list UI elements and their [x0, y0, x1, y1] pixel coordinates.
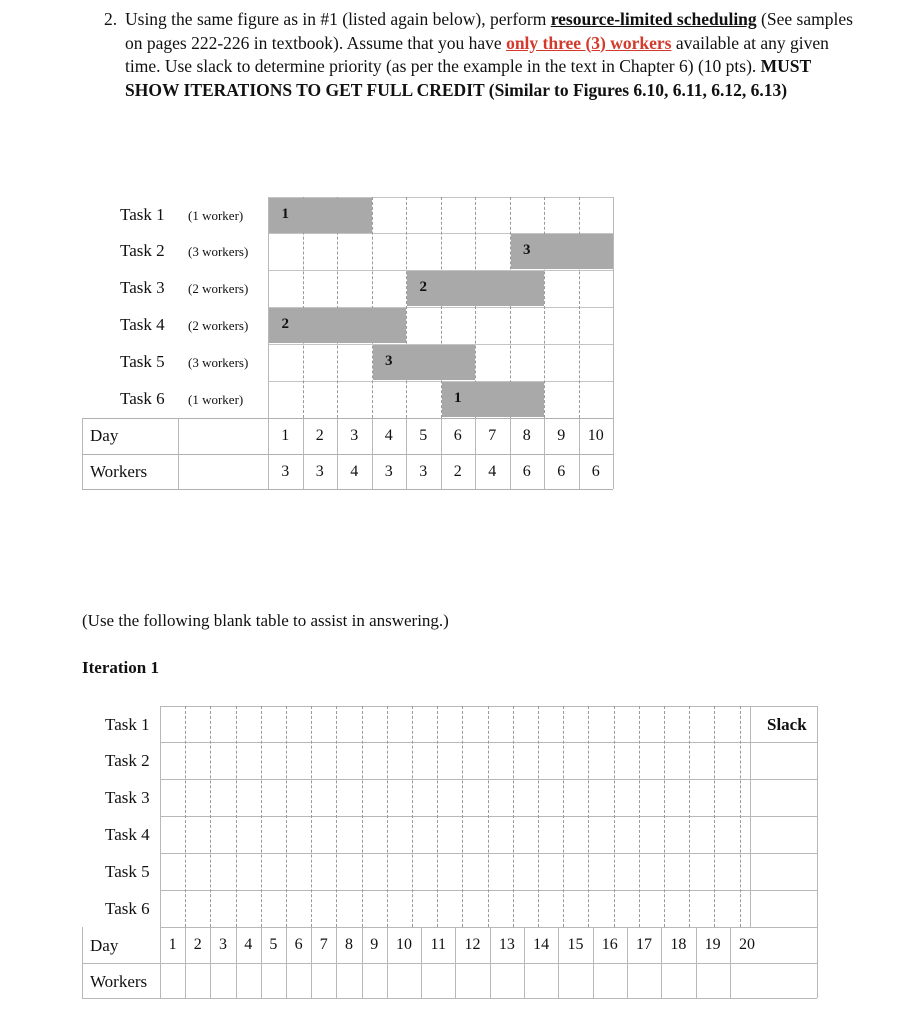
- iteration-day-cell: 11: [430, 936, 446, 953]
- iteration-day-cell: 18: [670, 936, 687, 953]
- iteration-grid-line: [740, 706, 741, 927]
- figure-grid-line: [544, 197, 545, 418]
- figure-day-label: Day: [90, 426, 119, 445]
- figure-day-cell: 10: [587, 427, 604, 444]
- figure-task-label: Task 5: [120, 352, 165, 371]
- figure-task-label: Task 4: [120, 315, 165, 334]
- iteration-day-cell: 10: [395, 936, 412, 953]
- iteration-grid-line: [538, 706, 539, 927]
- iteration-grid-line: [614, 706, 615, 927]
- iteration-day-cell: 20: [738, 936, 755, 953]
- iteration-day-cell: 7: [319, 936, 328, 953]
- iteration-day-cell: 6: [294, 936, 303, 953]
- iteration-day-cell: 9: [370, 936, 379, 953]
- figure-table-line: [178, 418, 179, 489]
- question-part-3: available at any given time. Use slack to determine priority (as per the example in the text in Chapter 6) (10 pts).: [125, 32, 829, 76]
- figure-workers-label: Workers: [90, 462, 148, 481]
- figure-day-cell: 3: [350, 427, 359, 444]
- iteration-table-line: [82, 927, 83, 998]
- figure-task-label: Task 2: [120, 241, 165, 260]
- figure-workers-cell: 3: [419, 463, 428, 480]
- iteration-grid-line: [412, 706, 413, 927]
- figure-task-workers: (3 workers): [188, 355, 249, 370]
- iteration-grid-line: [639, 706, 640, 927]
- iteration-grid-line: [817, 706, 818, 927]
- figure-day-cell: 9: [557, 427, 566, 444]
- iteration-grid-line: [462, 706, 463, 927]
- iteration-day-cell: 4: [244, 936, 253, 953]
- iteration-day-cell: 16: [601, 936, 618, 953]
- iteration-grid-line: [82, 998, 817, 999]
- iteration-grid-line: [336, 706, 337, 927]
- figure-day-cell: 8: [522, 427, 531, 444]
- iteration-task-label: Task 3: [105, 788, 150, 807]
- iteration-grid-line: [286, 706, 287, 927]
- iteration-workers-label: Workers: [90, 972, 148, 991]
- question-credit-requirement: MUST SHOW ITERATIONS TO GET FULL CREDIT (Similar to Figures 6.10, 6.11, 6.12, 6.13): [125, 56, 811, 100]
- iteration-grid-line: [750, 706, 751, 927]
- iteration-grid-line: [664, 706, 665, 927]
- figure-task-workers: (3 workers): [188, 244, 249, 259]
- figure-task-bar-label: 2: [281, 316, 289, 332]
- figure-day-cell: 7: [488, 427, 497, 444]
- iteration-grid-line: [236, 706, 237, 927]
- iteration-day-cell: 1: [168, 936, 177, 953]
- figure-task-workers: (2 workers): [188, 281, 249, 296]
- iteration-day-cell: 15: [567, 936, 584, 953]
- iteration-grid-line: [185, 706, 186, 927]
- figure-table-line: [613, 418, 614, 489]
- iteration-day-cell: 12: [464, 936, 481, 953]
- iteration-day-cell: 19: [704, 936, 721, 953]
- figure-task-bar-label: 1: [454, 390, 462, 406]
- figure-day-cell: 6: [453, 427, 462, 444]
- iteration-grid-line: [160, 706, 161, 927]
- iteration-title: Iteration 1: [82, 658, 159, 677]
- iteration-grid-line: [513, 706, 514, 927]
- figure-task-workers: (1 worker): [188, 208, 244, 223]
- figure-day-cell: 1: [281, 427, 290, 444]
- iteration-slack-header: Slack: [767, 715, 807, 734]
- figure-workers-cell: 6: [591, 463, 600, 480]
- figure-day-cell: 4: [384, 427, 393, 444]
- iteration-grid-line: [488, 706, 489, 927]
- iteration-grid-line: [311, 706, 312, 927]
- iteration-grid-line: [563, 706, 564, 927]
- figure-workers-cell: 3: [384, 463, 393, 480]
- figure-grid-line: [579, 197, 580, 418]
- question-part-1: Using the same figure as in #1 (listed again below), perform: [125, 9, 551, 29]
- iteration-day-cell: 8: [344, 936, 353, 953]
- iteration-task-label: Task 6: [105, 899, 150, 918]
- iteration-grid-line: [82, 963, 817, 964]
- figure-workers-cell: 2: [453, 463, 462, 480]
- figure-workers-cell: 3: [281, 463, 290, 480]
- iteration-task-label: Task 5: [105, 862, 150, 881]
- iteration-task-label: Task 1: [105, 715, 150, 734]
- figure-workers-cell: 3: [315, 463, 324, 480]
- iteration-day-cell: 3: [218, 936, 227, 953]
- iteration-table-line: [817, 927, 818, 998]
- figure-workers-cell: 6: [522, 463, 531, 480]
- question-body: [125, 8, 865, 102]
- figure-workers-cell: 4: [488, 463, 497, 480]
- figure-table-line: [82, 418, 613, 419]
- iteration-grid-line: [160, 927, 817, 928]
- figure-task-label: Task 1: [120, 205, 165, 224]
- figure-task-label: Task 3: [120, 278, 165, 297]
- figure-day-cell: 2: [315, 427, 324, 444]
- figure-grid-line: [613, 197, 614, 418]
- iteration-grid-line: [437, 706, 438, 927]
- iteration-grid-line: [714, 706, 715, 927]
- figure-table-line: [82, 489, 613, 490]
- iteration-grid-line: [689, 706, 690, 927]
- figure-task-bar-label: 3: [385, 353, 393, 369]
- figure-task-workers: (1 worker): [188, 392, 244, 407]
- figure-grid-line: [406, 197, 407, 418]
- figure-task-bar-label: 3: [523, 242, 531, 258]
- figure-table-line: [82, 454, 613, 455]
- question-number: 2.: [104, 9, 118, 29]
- question-part-2: (See samples on pages 222-226 in textbook). Assume that you have: [125, 9, 853, 53]
- figure-task-label: Task 6: [120, 389, 165, 408]
- question-underlined-term: resource-limited scheduling: [550, 9, 757, 29]
- iteration-grid-line: [210, 706, 211, 927]
- blank-table-note: (Use the following blank table to assist in answering.): [82, 611, 449, 630]
- figure-workers-cell: 6: [557, 463, 566, 480]
- iteration-day-label: Day: [90, 936, 119, 955]
- figure-task-bar-label: 1: [281, 206, 289, 222]
- iteration-task-label: Task 4: [105, 825, 150, 844]
- iteration-grid-line: [261, 706, 262, 927]
- question-worker-limit: only three (3) workers: [506, 32, 672, 53]
- iteration-task-label: Task 2: [105, 751, 150, 770]
- iteration-day-cell: 2: [193, 936, 202, 953]
- iteration-grid-line: [588, 706, 589, 927]
- figure-workers-cell: 4: [350, 463, 359, 480]
- iteration-day-cell: 13: [498, 936, 515, 953]
- iteration-day-cell: 5: [269, 936, 278, 953]
- figure-day-cell: 5: [419, 427, 428, 444]
- iteration-day-cell: 14: [533, 936, 550, 953]
- figure-task-workers: (2 workers): [188, 318, 249, 333]
- iteration-day-cell: 17: [636, 936, 653, 953]
- figure-table-line: [82, 418, 83, 489]
- iteration-grid-line: [387, 706, 388, 927]
- figure-task-bar-label: 2: [419, 279, 427, 295]
- iteration-grid-line: [362, 706, 363, 927]
